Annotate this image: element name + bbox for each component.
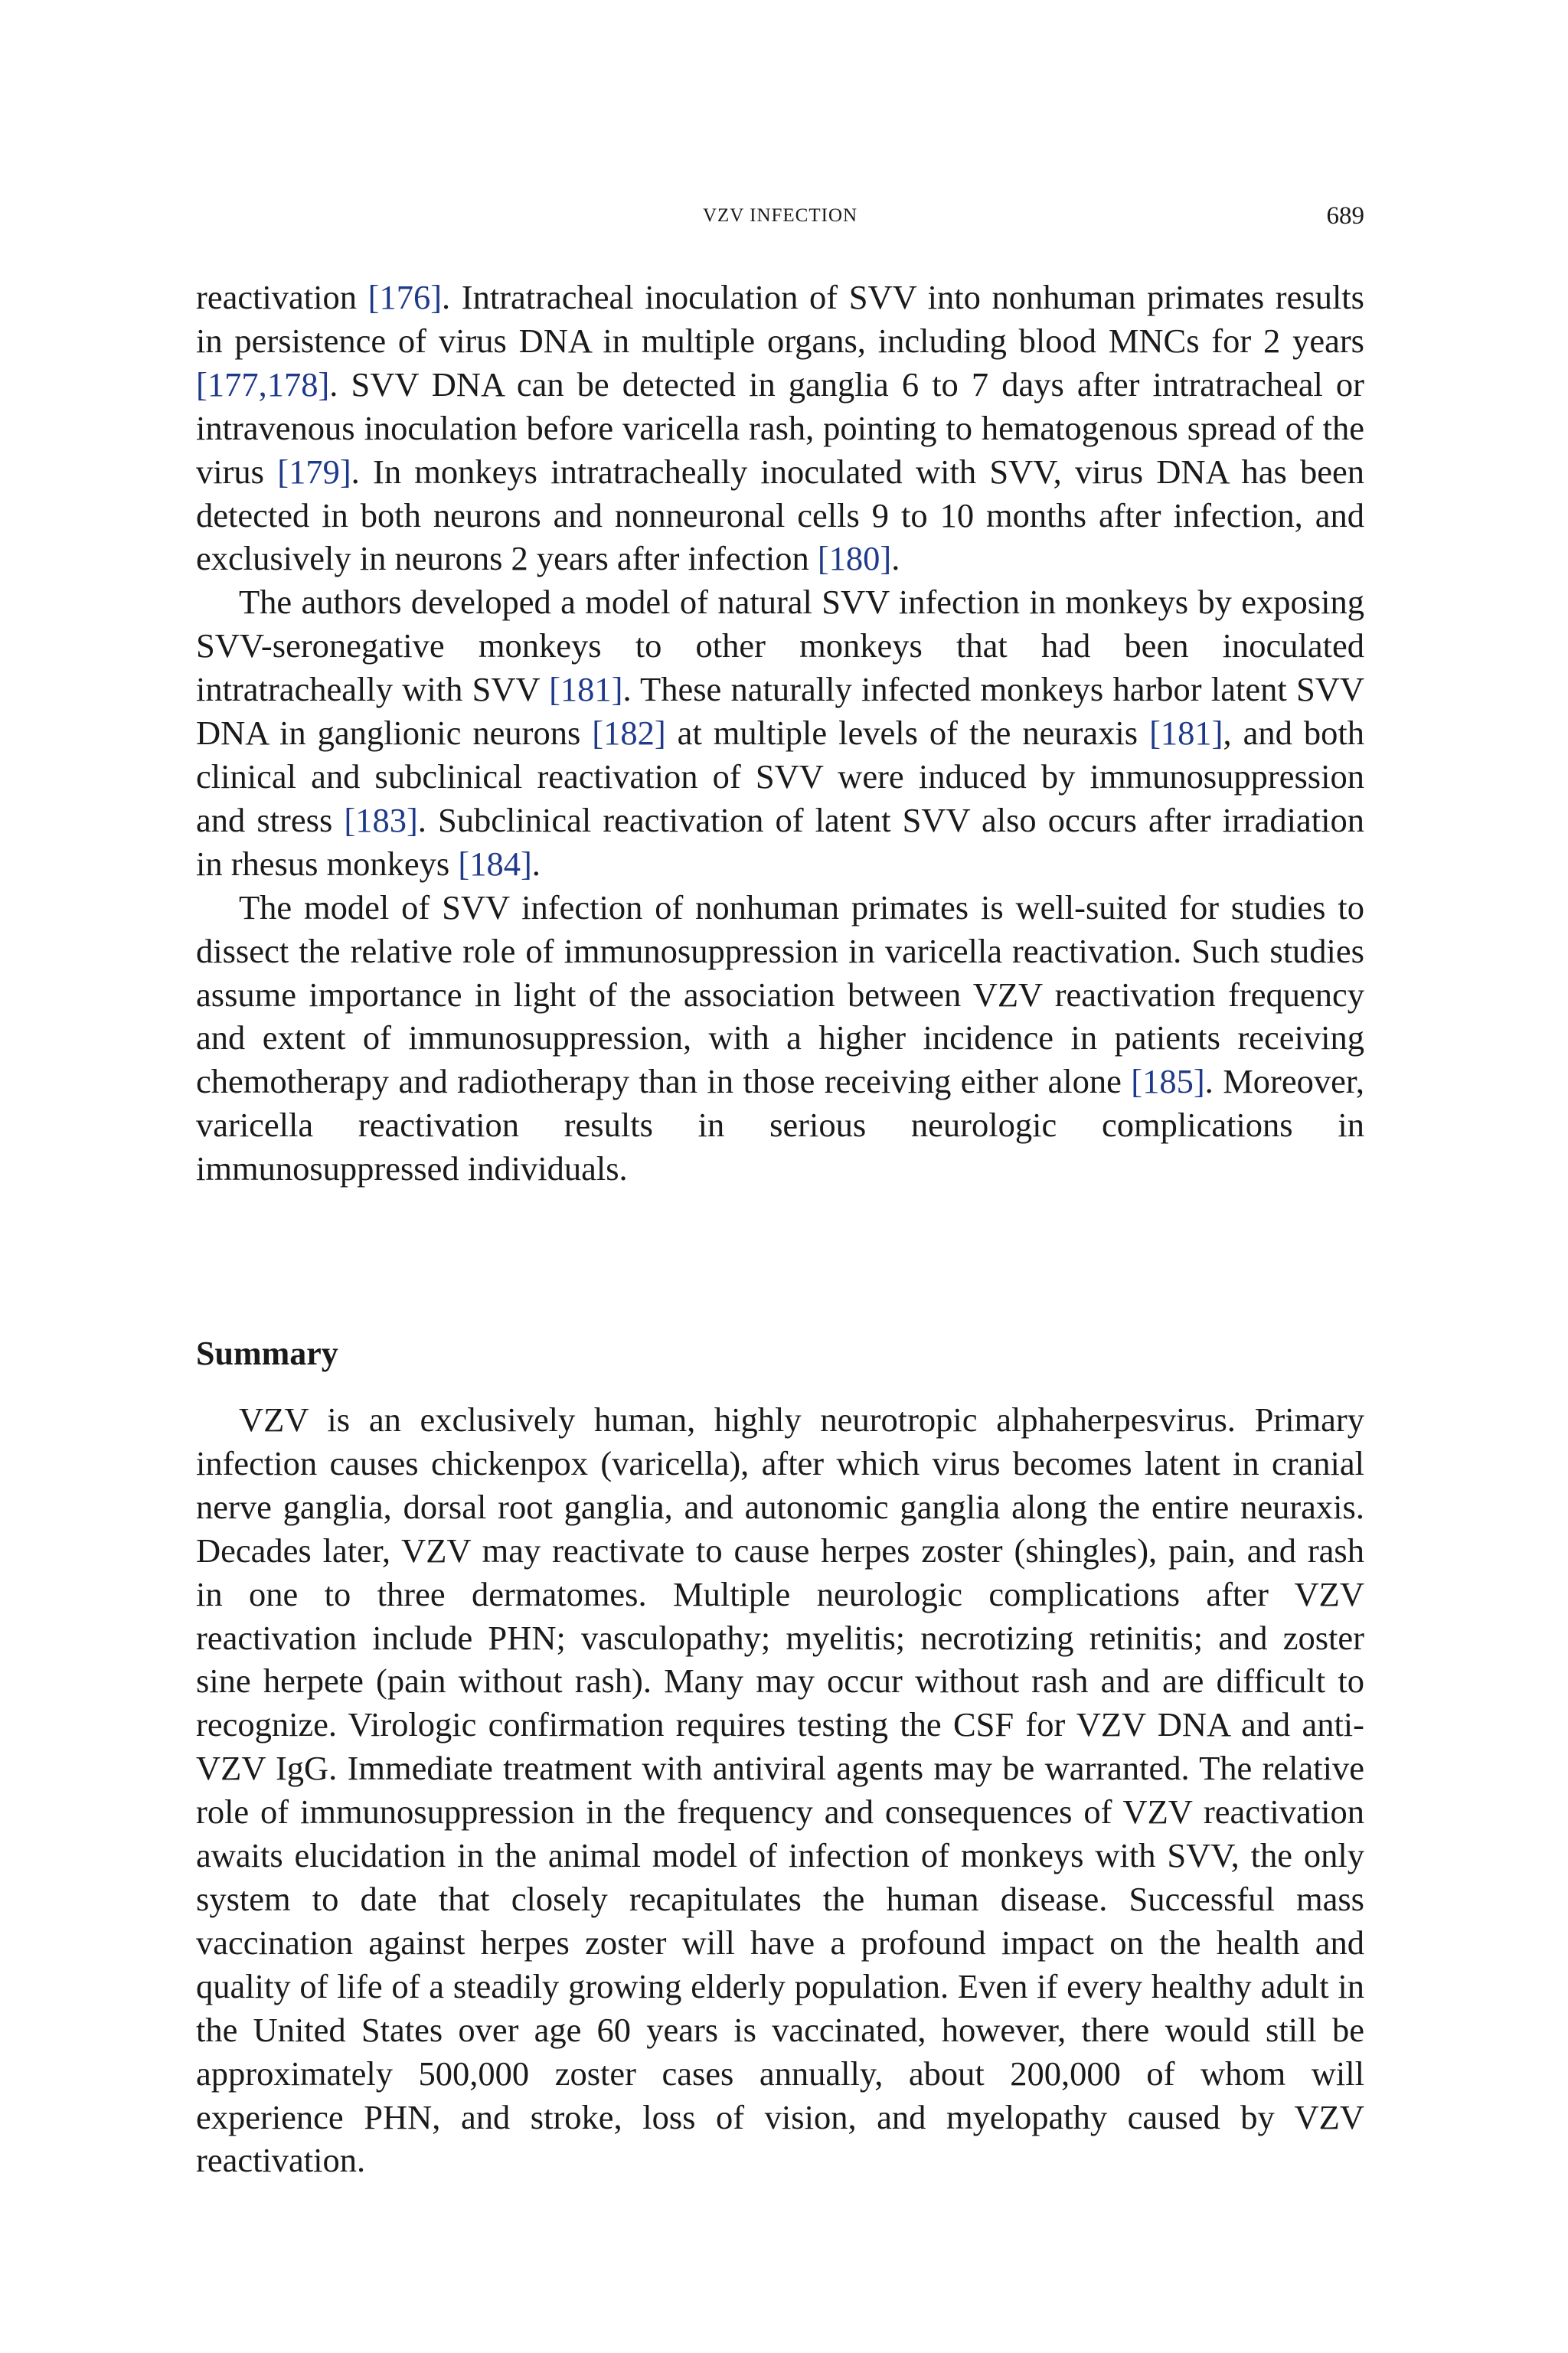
text-run: , and both clinical and subclinical reactivation of SVV were induced by immunosuppression and stress: [196, 714, 1364, 839]
text-run: The authors developed a model of natural SVV infection in monkeys by exposing SVV-seronegative monkeys to other monkeys that had been inoculated intratracheally with SVV: [196, 583, 1364, 709]
paragraph-1: [196, 276, 1364, 580]
summary-paragraph: VZV is an exclusively human, highly neurotropic alphaherpesvirus. Primary infection causes chickenpox (varicella), after which virus becomes latent in cranial nerve ganglia, dorsal root ganglia, and autonomic ganglia along the entire neuraxis. Decades later, VZV may reactivate to cause herpes zoster (shingles), pain, and rash in one to three dermatomes. Multiple neurologic complications after VZV reactivation include PHN; vasculopathy; myelitis; necrotizing retinitis; and zoster sine herpete (pain without rash). Many may occur without rash and are difficult to recognize. Virologic confirmation requires testing the CSF for VZV DNA and anti-VZV IgG. Immediate treatment with antiviral agents may be warranted. The relative role of immunosuppression in the frequency and consequences of VZV reactivation awaits elucidation in the animal model of infection of monkeys with SVV, the only system to date that closely recapitulates the human disease. Successful mass vaccination against herpes zoster will have a profound impact on the health and quality of life of a steadily growing elderly population. Even if every healthy adult in the United States over age 60 years is vaccinated, however, there would still be approximately 500,000 zoster cases annually, about 200,000 of whom will experience PHN, and stroke, loss of vision, and myelopathy caused by VZV reactivation.: [196, 1400, 1364, 2180]
text-run: at multiple levels of the neuraxis: [665, 714, 1150, 753]
paragraph-2: [196, 580, 1364, 885]
text-run: .: [531, 844, 541, 883]
citation-link[interactable]: [176]: [368, 278, 443, 316]
page-number: 689: [1326, 202, 1364, 230]
citation-link[interactable]: [181]: [549, 670, 623, 709]
citation-link[interactable]: [179]: [277, 452, 351, 491]
text-run: . These naturally infected monkeys harbor latent SVV DNA in ganglionic neurons: [196, 670, 1364, 753]
citation-link[interactable]: [185]: [1131, 1062, 1205, 1101]
citation-link[interactable]: [182]: [592, 714, 666, 753]
section-heading-summary: Summary: [196, 1335, 338, 1372]
running-head: [196, 202, 1364, 236]
text-run: reactivation: [196, 278, 368, 316]
running-title: VZV INFECTION: [702, 205, 858, 226]
citation-link[interactable]: [180]: [817, 539, 892, 578]
text-run: . Intratracheal inoculation of SVV into nonhuman primates results in persistence of virus DNA in multiple organs, including blood MNCs for 2 years: [196, 278, 1364, 360]
citation-link[interactable]: [177,178]: [196, 364, 330, 404]
text-run: . SVV DNA can be detected in ganglia 6 to 7 days after intratracheal or intravenous inoculation before varicella rash, pointing to hematogenous spread of the virus: [196, 364, 1364, 491]
text-run: . In monkeys intratracheally inoculated with SVV, virus DNA has been detected in both neurons and nonneuronal cells 9 to 10 months after infection, and exclusively in neurons 2 years after infection: [196, 452, 1365, 578]
text-run: .: [891, 539, 900, 578]
text-run: The model of SVV infection of nonhuman primates is well-suited for studies to dissect the relative role of immunosuppression in varicella reactivation. Such studies assume importance in light of the association between VZV reactivation frequency and extent of immunosuppression, with a higher incidence in patients receiving chemotherapy and radiotherapy than in those receiving either alone: [196, 887, 1364, 1101]
citation-link[interactable]: [181]: [1149, 714, 1223, 753]
paragraph-3: [196, 886, 1364, 1191]
text-run: . Subclinical reactivation of latent SVV also occurs after irradiation in rhesus monkeys: [196, 800, 1364, 883]
text-run: . Moreover, varicella reactivation results in serious neurologic complications in immunosuppressed individuals.: [196, 1062, 1364, 1188]
body-text: [196, 276, 1364, 1191]
summary-body: [196, 1398, 1364, 2182]
citation-link[interactable]: [183]: [344, 800, 418, 839]
citation-link[interactable]: [184]: [458, 844, 532, 883]
